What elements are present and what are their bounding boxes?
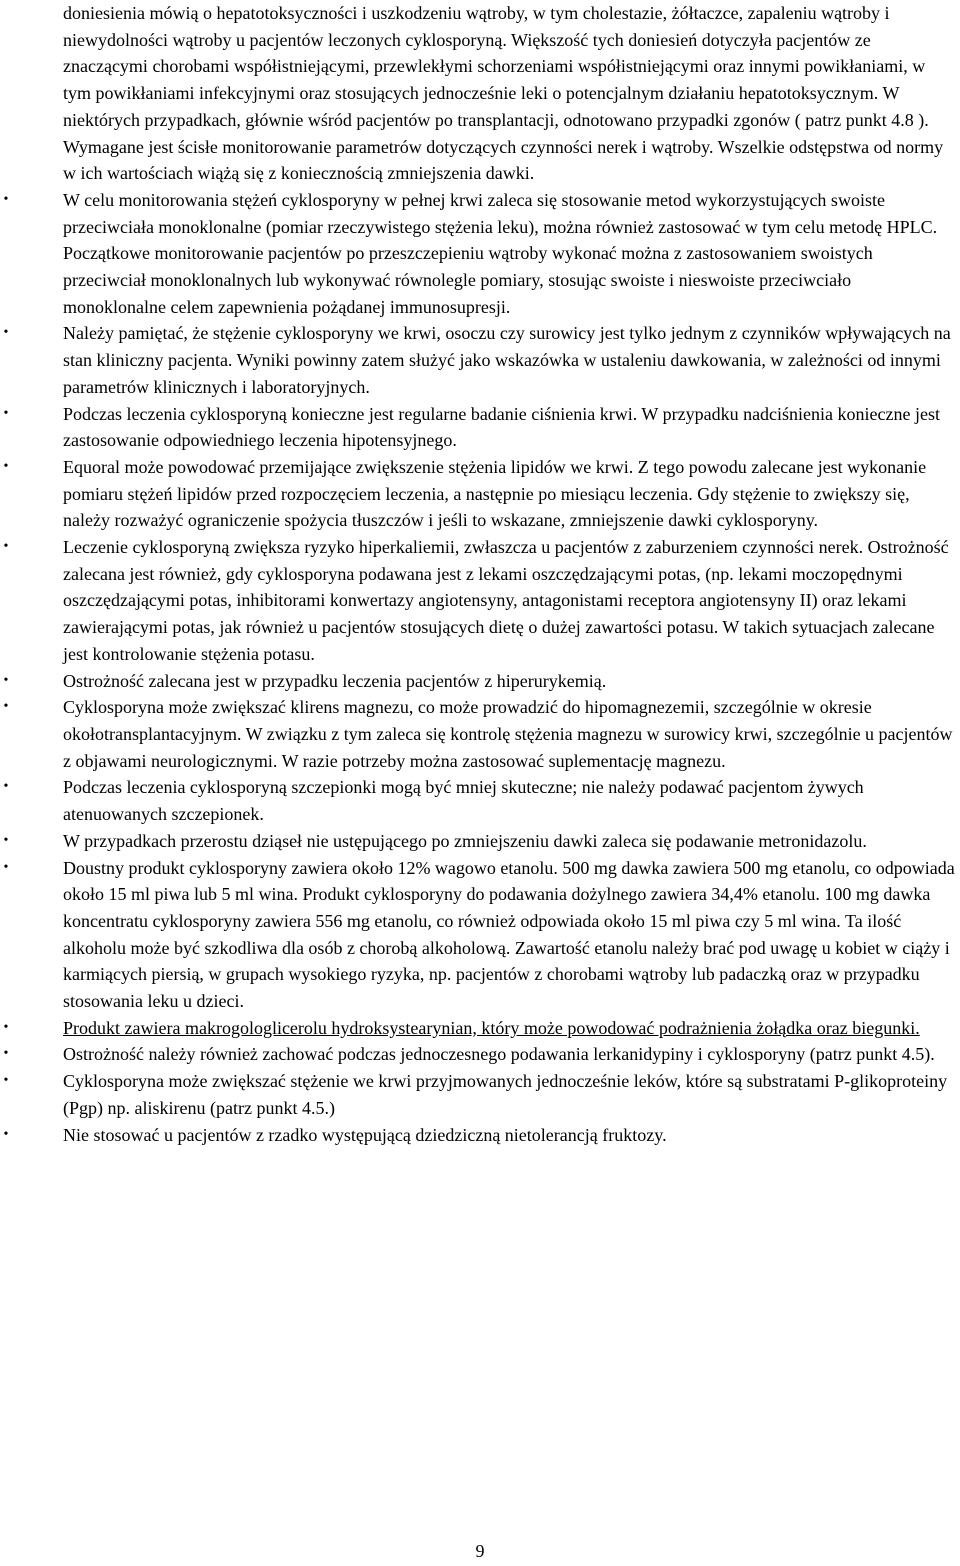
bullet-icon: • — [3, 779, 9, 795]
bullet-icon: • — [3, 405, 9, 421]
bullet-list-item — [0, 534, 960, 668]
paragraph-text: Należy pamiętać, że stężenie cyklosporyny we krwi, osoczu czy surowicy jest tylko jednym z czynników wpływających na stan kliniczny pacjenta. Wyniki powinny zatem służyć jako wskazówka w ustaleniu dawkowania, w zależności od innymi parametrów klinicznych i laboratoryjnych. — [63, 323, 951, 397]
bullet-icon: • — [3, 1126, 9, 1142]
paragraph-text: Podczas leczenia cyklosporyną szczepionki mogą być mniej skuteczne; nie należy podawać pacjentom żywych atenuowanych szczepionek. — [63, 777, 864, 825]
bullet-icon: • — [3, 1073, 9, 1089]
paragraph-text: Podczas leczenia cyklosporyną konieczne jest regularne badanie ciśnienia krwi. W przypadku nadciśnienia konieczne jest zastosowanie odpowiedniego leczenia hipotensyjnego. — [63, 403, 940, 451]
bullet-icon: • — [3, 458, 9, 474]
bullet-list-item — [0, 1122, 960, 1149]
bullet-icon: • — [3, 1046, 9, 1062]
bullet-list-item — [0, 454, 960, 534]
bullet-icon: • — [3, 325, 9, 341]
bullet-icon: • — [3, 1019, 9, 1035]
paragraph-text: Equoral może powodować przemijające zwiększenie stężenia lipidów we krwi. Z tego powodu zalecane jest wykonanie pomiaru stężeń lipidów przed rozpoczęciem leczenia, a następnie po miesiącu leczenia. Gdy stężenie to zwiększy się, należy rozważyć ograniczenie spożycia tłuszczów i jeśli to wskazane, zmniejszenie dawki cyklosporyny. — [63, 456, 927, 531]
paragraph-text: Leczenie cyklosporyną zwiększa ryzyko hiperkaliemii, zwłaszcza u pacjentów z zaburzeniem czynności nerek. Ostrożność zalecana jest również, gdy cyklosporyna podawana jest z lekami oszczędzającymi potas, (np. lekami moczopędnymi oszczędzającymi potas, inhibitorami konwertazy angiotensyny, antagonistami receptora angiotensyny II) oraz lekami zawierającymi potas, jak również u pacjentów stosujących dietę o dużej zawartości potasu. W takich sytuacjach zalecane jest kontrolowanie stężenia potasu. — [63, 537, 949, 664]
paragraph-text: Cyklosporyna może zwiększać stężenie we krwi przyjmowanych jednocześnie leków, które są substratami P-glikoproteiny (Pgp) np. aliskirenu (patrz punkt 4.5.) — [63, 1071, 948, 1118]
paragraph-text: Produkt zawiera makrogologlicerolu hydroksystearynian, który może powodować podrażnienia żołądka oraz biegunki. — [63, 1017, 920, 1038]
paragraph-text: Ostrożność zalecana jest w przypadku leczenia pacjentów z hiperurykemią. — [63, 670, 607, 691]
page-number: 9 — [475, 1541, 485, 1561]
bullet-icon: • — [3, 539, 9, 555]
bullet-list-item — [0, 1015, 960, 1042]
bullet-list-item — [0, 320, 960, 400]
continuation-paragraph — [0, 0, 960, 187]
bullet-list-item — [0, 401, 960, 454]
bullet-icon: • — [3, 699, 9, 715]
bullet-list-item — [0, 694, 960, 774]
paragraph-text: Cyklosporyna może zwiększać klirens magnezu, co może prowadzić do hipomagnezemii, szczególnie w okresie okołotransplantacyjnym. W związku z tym zaleca się kontrolę stężenia magnezu w surowicy krwi, szczególnie u pacjentów z objawami neurologicznymi. W razie potrzeby można zastosować suplementację magnezu. — [63, 697, 953, 771]
bullet-list-item — [0, 774, 960, 827]
paragraph-text: W przypadkach przerostu dziąseł nie ustępującego po zmniejszeniu dawki zaleca się podawanie metronidazolu. — [63, 830, 867, 851]
bullet-list-item — [0, 828, 960, 855]
bullet-list-item — [0, 1068, 960, 1121]
bullet-list-item — [0, 1041, 960, 1068]
bullet-icon: • — [3, 859, 9, 875]
bullet-list-item — [0, 668, 960, 695]
bullet-icon: • — [3, 832, 9, 848]
bullet-list-item — [0, 187, 960, 321]
paragraph-text: doniesienia mówią o hepatotoksyczności i uszkodzeniu wątroby, w tym cholestazie, żółtaczce, zapaleniu wątroby i niewydolności wątroby u pacjentów leczonych cyklosporyną. Większość tych doniesień dotyczyła pacjentów ze znaczącymi chorobami współistniejącymi, przewlekłymi schorzeniami współistniejącymi oraz innymi powikłaniami, w tym powikłaniami infekcyjnymi oraz stosujących jednocześnie leki o potencjalnym działaniu hepatotoksycznym. W niektórych przypadkach, głównie wśród pacjentów po transplantacji, odnotowano przypadki zgonów ( patrz punkt 4.8 ). Wymagane jest ścisłe monitorowanie parametrów dotyczących czynności nerek i wątroby. Wszelkie odstępstwa od normy w ich wartościach wiążą się z koniecznością zmniejszenia dawki. — [63, 3, 944, 184]
bullet-list-item — [0, 855, 960, 1015]
bullet-icon: • — [3, 191, 9, 207]
paragraph-text: Doustny produkt cyklosporyny zawiera około 12% wagowo etanolu. 500 mg dawka zawiera 500 mg etanolu, co odpowiada około 15 ml piwa lub 5 ml wina. Produkt cyklosporyny do podawania dożylnego zawiera 34,4% etanolu. 100 mg dawka koncentratu cyklosporyny zawiera 556 mg etanolu, co również odpowiada około 15 ml piwa czy 5 ml wina. Ta ilość alkoholu może być szkodliwa dla osób z chorobą alkoholową. Zawartość etanolu należy brać pod uwagę u kobiet w ciąży i karmiących piersią, w grupach wysokiego ryzyka, np. pacjentów z chorobami wątroby lub padaczką oraz w przypadku stosowania leku u dzieci. — [63, 857, 955, 1012]
paragraph-text: Ostrożność należy również zachować podczas jednoczesnego podawania lerkanidypiny i cyklosporyny (patrz punkt 4.5). — [63, 1044, 935, 1065]
bullet-icon: • — [3, 672, 9, 688]
paragraph-text: W celu monitorowania stężeń cyklosporyny w pełnej krwi zaleca się stosowanie metod wykorzystujących swoiste przeciwciała monoklonalne (pomiar rzeczywistego stężenia leku), można również zastosować w tym celu metodę HPLC. Początkowe monitorowanie pacjentów po przeszczepieniu wątroby wykonać można z zastosowaniem swoistych przeciwciał monoklonalnych lub wykonywać równolegle pomiary, stosując swoiste i nieswoiste przeciwciało monoklonalne celem zapewnienia pożądanej immunosupresji. — [63, 189, 938, 317]
paragraph-text: Nie stosować u pacjentów z rzadko występującą dziedziczną nietolerancją fruktozy. — [63, 1124, 667, 1145]
